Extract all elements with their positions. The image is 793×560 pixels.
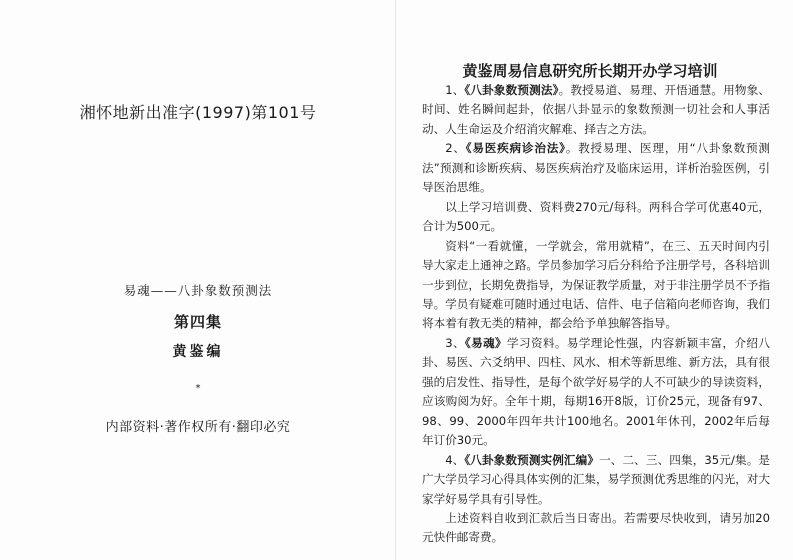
publication-license: 湘怀地新出准字(1997)第101号 bbox=[79, 103, 317, 122]
course-name: 《八卦象数预测法》 bbox=[464, 83, 559, 97]
course-name: 《易魂》 bbox=[464, 335, 508, 350]
course-description: 。教授易理、医理，用“八卦象数预测法”预测和诊断疾病、易医疾病治疗及临床运用，详析治验医例，引导医治思维。 bbox=[422, 141, 770, 195]
training-title: 黄鉴周易信息研究所长期开办学习培训 bbox=[462, 62, 718, 80]
course-description: 一、二、三、四集，35元/集。是广大学员学习心得具体实例的汇集，易学预测优秀思维的闪光，对大家学好易学具有引导性。 bbox=[422, 452, 770, 506]
series-title: 易魂——八卦象数预测法 bbox=[123, 283, 273, 298]
course-name: 《八卦象数预测实例汇编》 bbox=[464, 452, 600, 467]
course-item-1 bbox=[422, 81, 770, 139]
mailing-paragraph: 上述资料自收到汇款后当日寄出。若需要尽快收到，请另加20元快件邮寄费。 bbox=[422, 510, 770, 545]
left-page bbox=[0, 0, 396, 560]
course-item-2 bbox=[422, 139, 770, 197]
course-item-3 bbox=[422, 334, 770, 451]
course-description: 学习资料。易学理论性强，内容新颖丰富，介绍八卦、易医、六爻纳甲、四柱、风水、相术等新思维、新方法，具有很强的启发性、指导性，是每个欲学好易学的人不可缺少的导读资料，应该购阅为好。全年十期，每期16开8版，订价25元，现备有97、98、99、2000年四年共计100地名。2001年休刊，2002年后每年订价30元。 bbox=[422, 335, 770, 448]
course-number: 2、 bbox=[445, 141, 466, 156]
course-name: 《易医疾病诊治法》 bbox=[465, 141, 566, 156]
course-number: 1、 bbox=[445, 83, 465, 97]
course-number: 4、 bbox=[445, 452, 465, 467]
course-item-4 bbox=[422, 451, 770, 509]
author-credit: 黄鉴编 bbox=[172, 344, 224, 360]
course-description: 。教授易道、易理、开悟通慧。用物象、时间、姓名瞬间起卦，依据八卦显示的象数预测一切社会和人事活动、人生命运及介绍消灾解难、择吉之方法。 bbox=[422, 83, 770, 136]
fees-paragraph: 以上学习培训费、资料费270元/每科。两科合学可优惠40元，合计为500元。 bbox=[422, 199, 770, 234]
training-body bbox=[422, 81, 770, 548]
volume-label: 第四集 bbox=[173, 313, 222, 331]
ornament-star: * bbox=[195, 383, 201, 394]
rights-notice: 内部资料·著作权所有·翻印必究 bbox=[105, 420, 291, 435]
course-number: 3、 bbox=[445, 335, 465, 350]
method-paragraph: 资料“一看就懂，一学就会，常用就精”，在三、五天时间内引导大家走上通神之路。学员参加学习后分科给予注册学号，各科培训一步到位，长期免费指导，为保证教学质量，对于非注册学员不予指导。学员有疑难可随时通过电话、信件、电子信箱向老师咨询，我们将本着有教无类的精神，都会给予单独解答指导。 bbox=[422, 238, 770, 331]
